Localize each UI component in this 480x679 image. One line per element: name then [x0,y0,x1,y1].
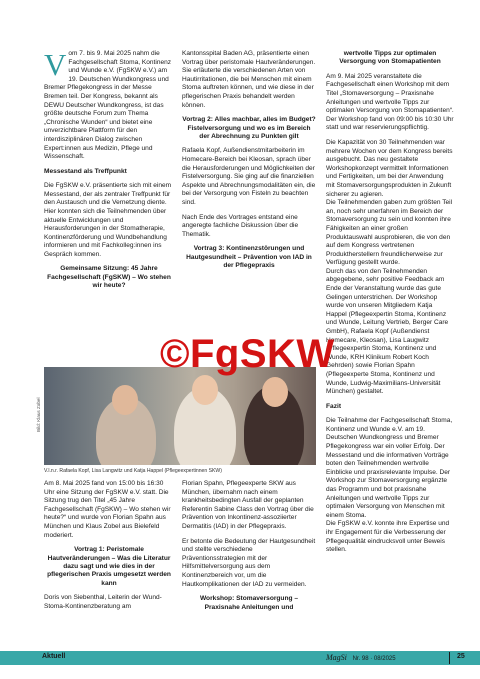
col3-paragraph-2: Die Kapazität von 30 Teilnehmenden war mehrere Wochen vor dem Kongress bereits ausgebucht. Das neu gestaltete Workshopkonzept vermittelt Informationen und Fertigkeiten, um bei der Anwendung mit Stomaversorgungsprodukten in Zukunft sicherer zu agieren. [326,138,453,198]
heading-workshop-continued: wertvolle Tipps zur optimalen Versorgung von Stomapatienten [339,50,441,66]
footer-separator [449,652,450,664]
face-left [112,385,138,415]
intro-paragraph: om 7. bis 9. Mai 2025 nahm die Fachgesellschaft Stoma, Kontinenz und Wunde e.V. (FgSKW e.V.) am 19. Deutschen Wundkongress und Bremer Pflegekongress in der Messe Bremen teil. Der Kongress, bekannt als DEWU Deutscher Wundkongress, ist das größte deutsche Forum zum Thema „Chronische Wunden“ und bietet eine unverzichtbare Plattform für den interdisziplinären Dialog zwischen Expert:innen aus Medizin, Pflege und Wissenschaft. [44,50,172,161]
heading-sitzung: Gemeinsame Sitzung: 45 Jahre Fachgesellschaft (FgSKW) – Wo stehen wir heute? [47,265,171,290]
lower2-paragraph-1: Florian Spahn, Pflegeexperte SKW aus München, übernahm nach einem krankheitsbedingten Ausfall der geplanten Referentin Sabine Class den Vortrag über die Prävention von Inkontinenz-assoziierter Dermatitis (IAD) in der Pflegepraxis. [182,480,314,530]
heading-vortrag-1: Vortrag 1: Peristomale Hautveränderungen – Was die Literatur dazu sagt und wie dies in der pflegerischen Praxis umgesetzt werden kann [47,546,171,587]
heading-messestand: Messestand als Treffpunkt [44,167,127,175]
heading-vortrag-2: Vortrag 2: Alles machbar, alles im Budget? Fistelversorgung und wo es im Bereich der Abrechnung zu Punkten gilt [182,116,316,140]
footer-issue: Nr. 98 · 08/2025 [352,656,396,662]
lower2-paragraph-2: Er betonte die Bedeutung der Hautgesundheit und stellte verschiedene Präventionsstrategien mit der Hilfsmittelversorgung aus dem Kontinenzbereich vor, um die Hautkomplikationen der IAD zu vermeiden. [182,537,316,588]
col2-paragraph-3: Nach Ende des Vortrages entstand eine angeregte fachliche Diskussion über die Thematik. [182,213,299,238]
photo-credit: Bild: Klaus Zobel [36,397,41,432]
footer-brand: MagSi [326,653,347,662]
col3-paragraph-1: Am 9. Mai 2025 veranstaltete die Fachgesellschaft einen Workshop mit dem Titel „Stomaversorgung – Praxisnahe Anleitungen und wertvolle Tipps zur optimalen Versorgung von Stomapatienten“. Der Workshop fand von 09:00 bis 10:30 Uhr statt und war reservierungspflichtig. [326,72,454,132]
face-right [262,377,288,407]
copyright-watermark: ©FgSKW [160,332,335,376]
column-1 [44,47,174,297]
photo-caption: V.l.n.r. Rafaela Kopf, Lisa Langwitz und Katja Happel (Pflegeexpertinnen SKW) [44,468,222,474]
col2-paragraph-1: Kantonsspital Baden AG, präsentierte einen Vortrag über peristomale Hautveränderungen. Sie erläuterte die verschiedenen Arten von Hautirritationen, die bei Menschen mit einem Stoma auftreten können, und wie diese in der pflegerischen Praxis behandelt werden können. [182,50,316,109]
footer-issue-info [326,653,396,662]
messestand-paragraph: Die FgSKW e.V. präsentierte sich mit einem Messestand, der als zentraler Treffpunkt für den Austausch und die Vernetzung diente. Hier konnten sich die Teilnehmenden über aktuelle Entwicklungen und Herausforderungen in der Stomatherapie, Kontinenzförderung und Wundbehandlung informieren und mit Fachkolleg:innen ins Gespräch kommen. [44,182,172,258]
lower-column-2 [182,480,316,618]
lower-column-1 [44,480,174,617]
heading-workshop: Workshop: Stomaversorgung – Praxisnahe Anleitungen und [199,595,299,611]
lower1-paragraph-2: Doris von Siebenthal, Leiterin der Wund-Stoma-Kontinenzberatung am [44,594,162,610]
col3-paragraph-5: Die Teilnahme der Fachgesellschaft Stoma, Kontinenz und Wunde e.V. am 19. Deutschen Wundkongress und Bremer Pflegekongress war ein voller Erfolg. Der Messestand und die informativen Vorträge boten den Teilnehmenden wertvolle Einblicke und praxisrelevante Impulse. Der Workshop zur Stomaversorgung ergänzte das Programm und bot praxisnahe Anleitungen und wertvolle Tipps zur optimalen Versorgung von Menschen mit einem Stoma. [326,417,453,519]
col3-paragraph-4: Durch das von den Teilnehmenden abgegebene, sehr positive Feedback am Ende der Veranstaltung wurde das gute Gelingen unterstrichen. Der Workshop wurde von unseren Mitgliedern Katja Happel (Pflegeexpertin Stoma, Kontinenz und Wunde, Leitung Vertrieb, Berger Care GmbH), Rafaela Kopf (Außendienst Homecare, Kleosan), Lisa Laugwitz (Pflegeexpertin Stoma, Kontinenz und Wunde, KRH Klinikum Robert Koch Gehrden) sowie Florian Spahn (Pflegeexperte Stoma, Kontinenz und Wunde, Ludwig-Maximilians-Universität München) gestaltet. [326,267,449,396]
col2-paragraph-2: Rafaela Kopf, Außendienstmitarbeiterin im Homecare-Bereich bei Kleosan, sprach über die Herausforderungen und Möglichkeiten der Fistelversorgung. Sie ging auf die finanziellen Aspekte und Abrechnungsmodalitäten ein, die bei der Versorgung von Fisteln zu beachten sind. [182,147,316,206]
column-3 [326,50,454,561]
event-photo [44,367,316,465]
lower1-paragraph-1: Am 8. Mai 2025 fand von 15:00 bis 16:30 Uhr eine Sitzung der FgSKW e.V. statt. Die Sitzung trug den Titel „45 Jahre Fachgesellschaft (FgSKW) – Wo stehen wir heute?“ und wurde von Florian Spahn aus München und Klaus Zobel aus Bielefeld moderiert. [44,480,171,539]
heading-vortrag-3: Vortrag 3: Kontinenzstörungen und Hautgesundheit – Prävention von IAD in der Pflegepraxis [186,245,312,270]
footer-bar [0,651,480,665]
col3-paragraph-3: Die Teilnehmenden gaben zum größten Teil an, noch sehr unerfahren im Bereich der Stomaversorgung zu sein und konnten ihre Fähigkeiten an einer großen Produktauswahl ausprobieren, die von den auf dem Kongress vertretenen Produktherstellern freundlicherweise zur Verfügung gestellt wurde. [326,199,453,267]
heading-fazit: Fazit [326,402,342,410]
drop-cap: V [44,47,67,82]
column-2 [182,50,316,277]
face-middle [192,375,218,405]
page-number: 25 [457,653,465,660]
footer-section: Aktuell [42,653,66,660]
col3-paragraph-6: Die FgSKW e.V. konnte ihre Expertise und ihr Engagement für die Verbesserung der Pflegequalität eindrucksvoll unter Beweis stellen. [326,520,450,554]
